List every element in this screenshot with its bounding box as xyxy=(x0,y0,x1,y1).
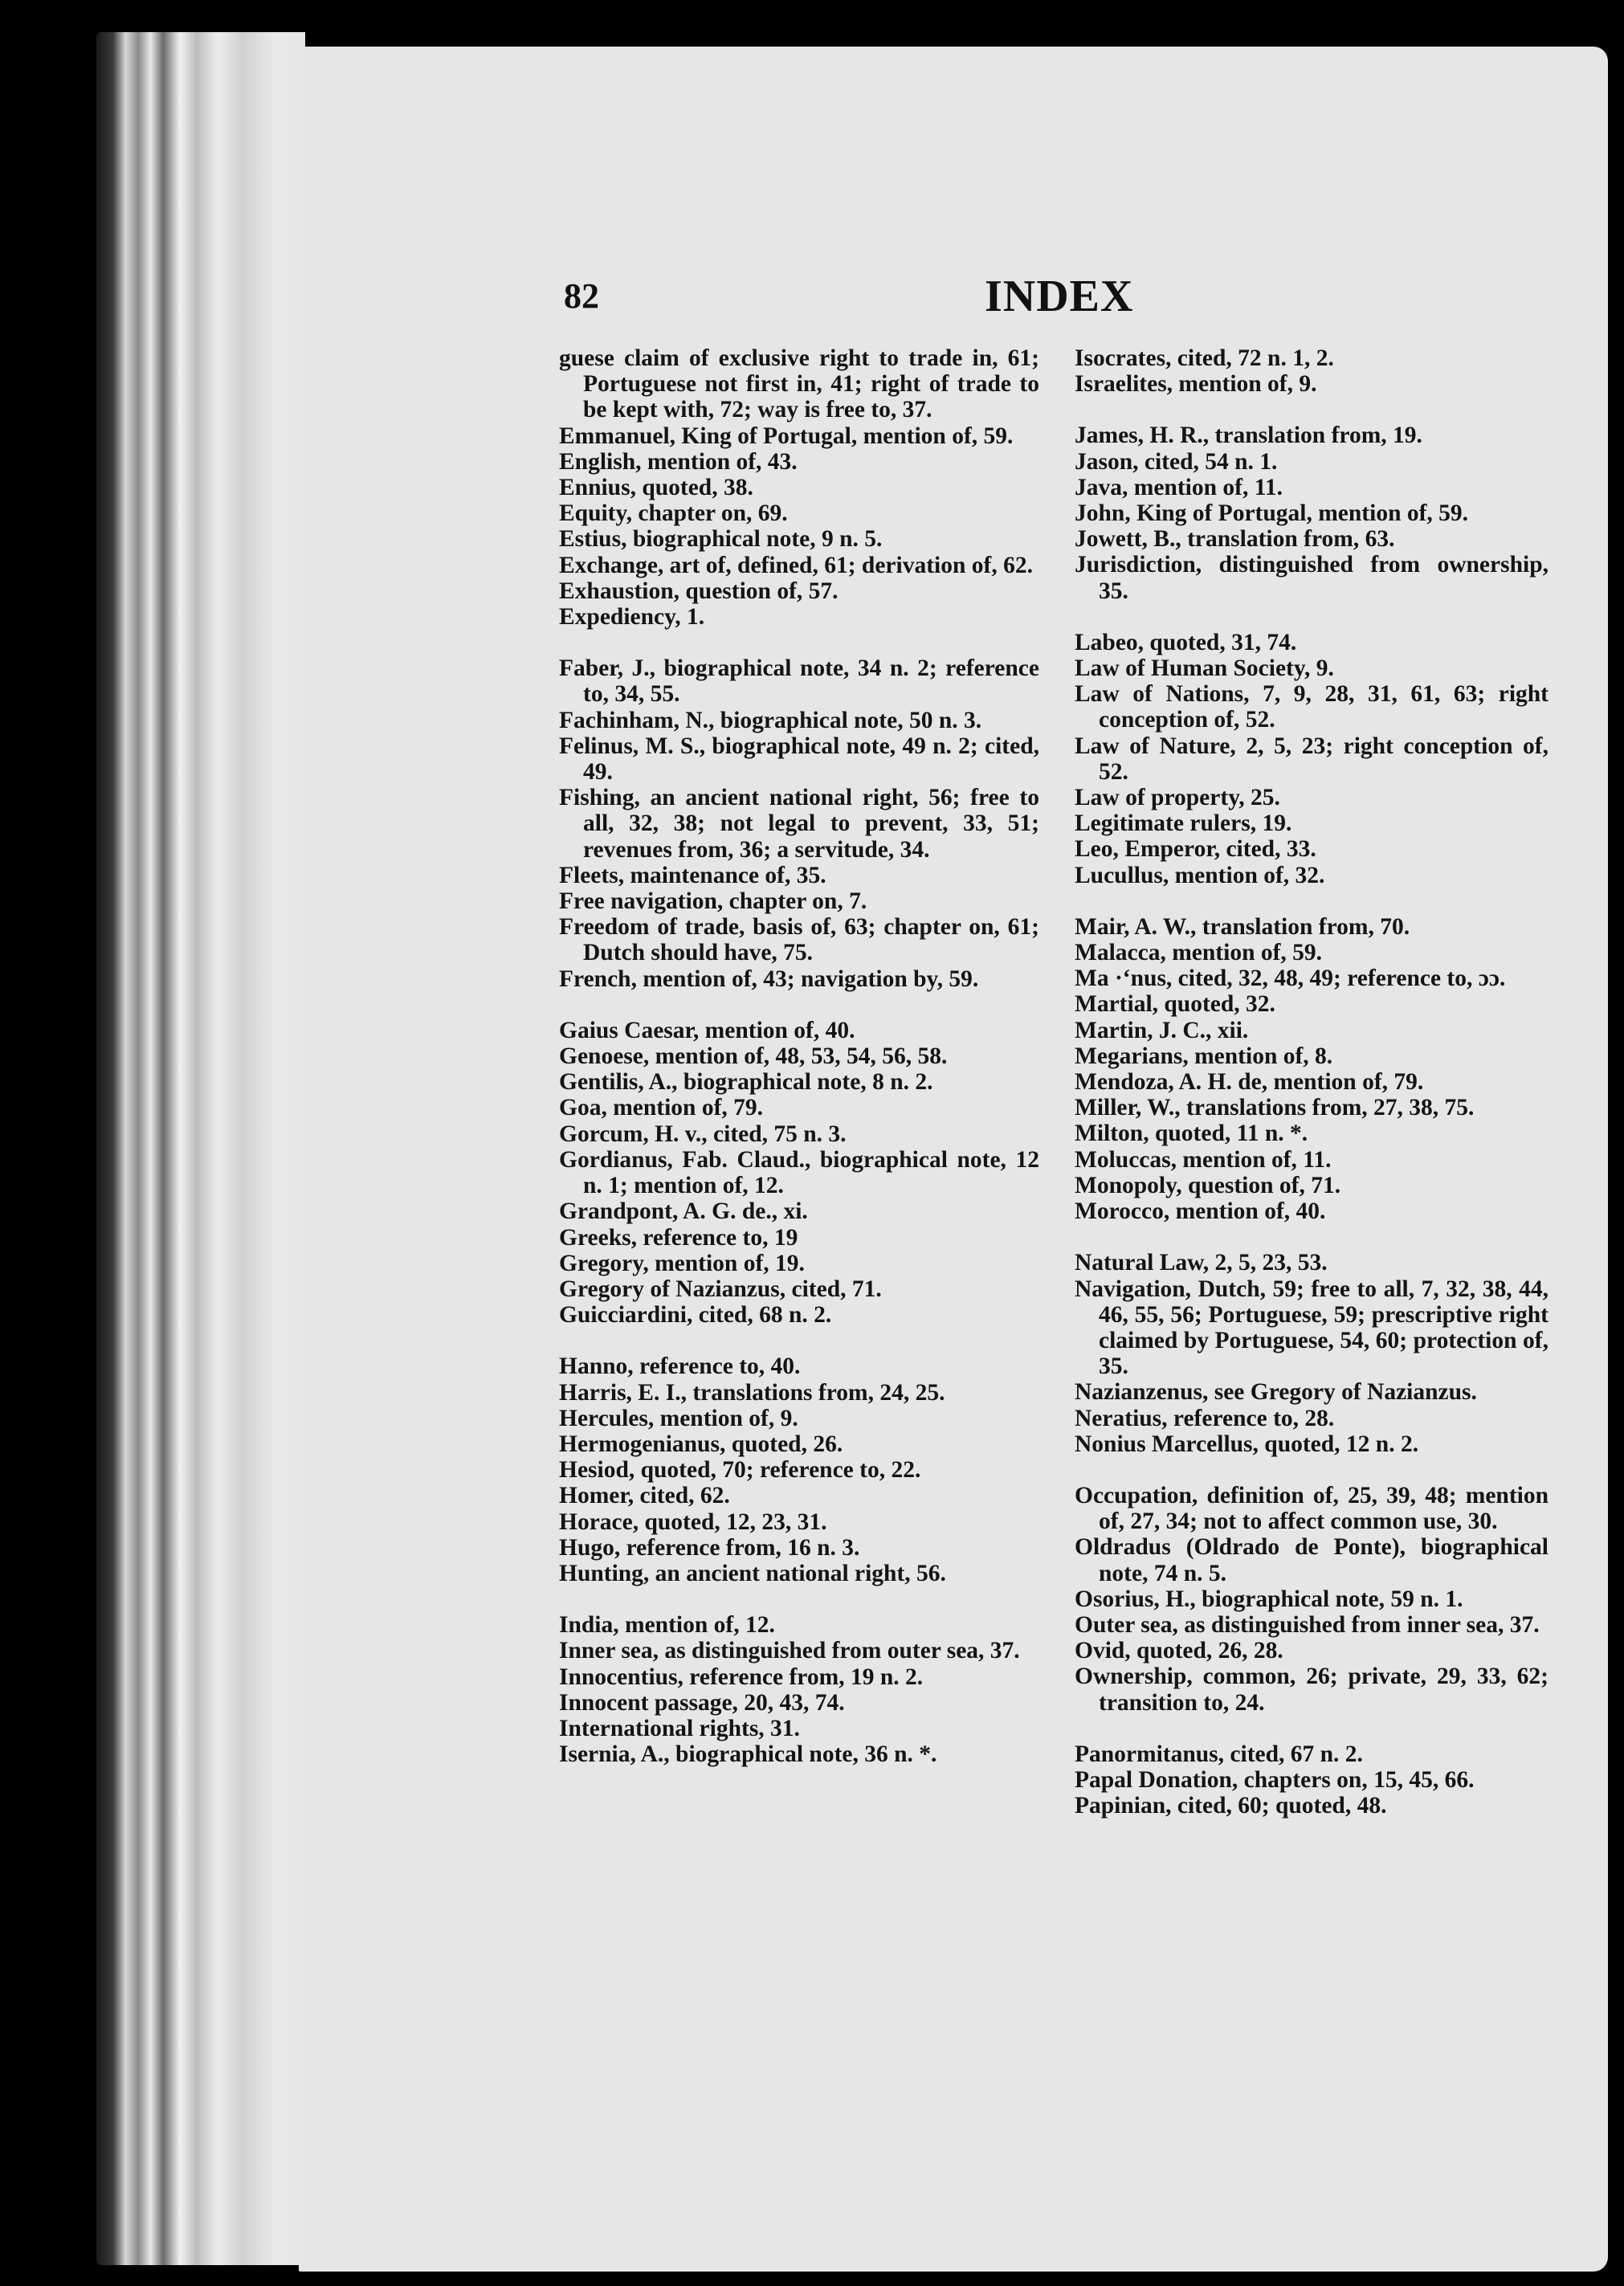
index-group-spacer xyxy=(1075,1457,1549,1483)
index-entry: Jowett, B., translation from, 63. xyxy=(1075,526,1395,553)
index-entry: Martial, quoted, 32. xyxy=(1075,991,1275,1018)
index-entry: Ownership, common, 26; private, 29, 33, 62; transition to, 24. xyxy=(1075,1663,1549,1716)
index-entry: Gregory of Nazianzus, cited, 71. xyxy=(559,1276,882,1302)
index-entry: Martin, J. C., xii. xyxy=(1075,1017,1249,1043)
index-entry: Felinus, M. S., biographical note, 49 n. 2; cited, 49. xyxy=(559,733,1039,786)
index-entry: Moluccas, mention of, 11. xyxy=(1075,1146,1332,1173)
index-entry: Malacca, mention of, 59. xyxy=(1075,940,1323,966)
index-entry: Monopoly, question of, 71. xyxy=(1075,1172,1341,1198)
index-group-spacer xyxy=(559,1586,1039,1612)
index-entry: Isocrates, cited, 72 n. 1, 2. xyxy=(1075,345,1334,371)
index-entry: French, mention of, 43; navigation by, 59. xyxy=(559,965,979,992)
index-entry: Java, mention of, 11. xyxy=(1075,474,1283,500)
index-entry: Law of property, 25. xyxy=(1075,785,1280,811)
index-group-spacer xyxy=(559,1328,1039,1353)
index-entry: Horace, quoted, 12, 23, 31. xyxy=(559,1508,827,1535)
index-entry: Gentilis, A., biographical note, 8 n. 2. xyxy=(559,1069,933,1096)
index-entry: Isernia, A., biographical note, 36 n. *. xyxy=(559,1741,937,1768)
index-group-spacer xyxy=(1075,1224,1549,1250)
index-entry: Law of Nature, 2, 5, 23; right conception of, 52. xyxy=(1075,733,1549,785)
index-entry: India, mention of, 12. xyxy=(559,1612,775,1639)
book-binding-edge xyxy=(96,32,305,2265)
index-entry: Papal Donation, chapters on, 15, 45, 66. xyxy=(1075,1766,1475,1793)
page-title: INDEX xyxy=(985,271,1134,321)
index-entry: Oldradus (Oldrado de Ponte), biographical note, 74 n. 5. xyxy=(1075,1534,1549,1586)
index-entry: Hesiod, quoted, 70; reference to, 22. xyxy=(559,1457,921,1484)
index-entry: Equity, chapter on, 69. xyxy=(559,500,788,527)
index-entry: Exchange, art of, defined, 61; derivation of, 62. xyxy=(559,552,1033,578)
page-number: 82 xyxy=(564,276,599,316)
index-entry: Gaius Caesar, mention of, 40. xyxy=(559,1017,855,1043)
index-entry: Nazianzenus, see Gregory of Nazianzus. xyxy=(1075,1379,1477,1406)
index-entry: Hugo, reference from, 16 n. 3. xyxy=(559,1534,860,1561)
index-entry: Hercules, mention of, 9. xyxy=(559,1405,798,1431)
index-entry: Megarians, mention of, 8. xyxy=(1075,1043,1333,1069)
index-entry: Homer, cited, 62. xyxy=(559,1483,730,1509)
index-entry: Free navigation, chapter on, 7. xyxy=(559,888,867,915)
index-entry: Expediency, 1. xyxy=(559,604,705,631)
index-entry: Israelites, mention of, 9. xyxy=(1075,371,1317,398)
index-entry: Lucullus, mention of, 32. xyxy=(1075,862,1325,888)
index-column-left xyxy=(559,345,1039,1767)
index-entry: Natural Law, 2, 5, 23, 53. xyxy=(1075,1250,1328,1276)
index-entry: Law of Nations, 7, 9, 28, 31, 61, 63; right conception of, 52. xyxy=(1075,681,1549,733)
index-entry: John, King of Portugal, mention of, 59. xyxy=(1075,500,1469,527)
index-entry: Fleets, maintenance of, 35. xyxy=(559,862,826,888)
index-entry: Ennius, quoted, 38. xyxy=(559,475,753,501)
index-entry: Goa, mention of, 79. xyxy=(559,1095,764,1121)
index-entry: Panormitanus, cited, 67 n. 2. xyxy=(1075,1741,1363,1767)
index-entry: Gregory, mention of, 19. xyxy=(559,1250,805,1276)
index-group-spacer xyxy=(1075,604,1549,630)
index-entry: Hermogenianus, quoted, 26. xyxy=(559,1431,843,1457)
index-entry: Exhaustion, question of, 57. xyxy=(559,578,839,604)
index-entry: Mair, A. W., translation from, 70. xyxy=(1075,913,1410,940)
index-entry: Occupation, definition of, 25, 39, 48; mention of, 27, 34; not to affect common use, 30. xyxy=(1075,1482,1549,1535)
index-entry: Hanno, reference to, 40. xyxy=(559,1353,801,1380)
index-entry: Mendoza, A. H. de, mention of, 79. xyxy=(1075,1069,1424,1096)
index-entry: Harris, E. I., translations from, 24, 25. xyxy=(559,1379,945,1406)
index-entry: Law of Human Society, 9. xyxy=(1075,655,1334,682)
index-entry: Fachinham, N., biographical note, 50 n. 3. xyxy=(559,707,982,733)
index-group-spacer xyxy=(559,992,1039,1018)
index-entry: Hunting, an ancient national right, 56. xyxy=(559,1560,946,1586)
index-entry: Estius, biographical note, 9 n. 5. xyxy=(559,526,883,553)
index-entry: Emmanuel, King of Portugal, mention of, 59. xyxy=(559,423,1014,449)
index-entry: Greeks, reference to, 19 xyxy=(559,1224,798,1251)
index-entry: Grandpont, A. G. de., xi. xyxy=(559,1198,808,1225)
index-entry: Faber, J., biographical note, 34 n. 2; reference to, 34, 55. xyxy=(559,655,1039,708)
index-group-spacer xyxy=(1075,1716,1549,1741)
index-entry: Morocco, mention of, 40. xyxy=(1075,1198,1326,1225)
index-entry: Guicciardini, cited, 68 n. 2. xyxy=(559,1302,832,1329)
index-entry: Miller, W., translations from, 27, 38, 75. xyxy=(1075,1095,1475,1121)
index-column-right xyxy=(1075,345,1549,1819)
index-entry: guese claim of exclusive right to trade in, 61; Portuguese not first in, 41; right of trade to be kept with, 72; way is free to, 37. xyxy=(559,345,1039,423)
index-entry: James, H. R., translation from, 19. xyxy=(1075,423,1422,449)
index-group-spacer xyxy=(559,630,1039,655)
index-entry: Ma ·ʻnus, cited, 32, 48, 49; reference to, ɔɔ. xyxy=(1075,965,1506,992)
index-entry: Innocentius, reference from, 19 n. 2. xyxy=(559,1663,924,1690)
index-entry: Innocent passage, 20, 43, 74. xyxy=(559,1689,845,1716)
index-entry: Navigation, Dutch, 59; free to all, 7, 32, 38, 44, 46, 55, 56; Portuguese, 59; prescriptive right claimed by Portuguese, 54, 60; protection of, 35. xyxy=(1075,1276,1549,1380)
index-entry: Inner sea, as distinguished from outer sea, 37. xyxy=(559,1638,1020,1664)
index-group-spacer xyxy=(1075,888,1549,914)
index-entry: Legitimate rulers, 19. xyxy=(1075,810,1292,837)
index-entry: Nonius Marcellus, quoted, 12 n. 2. xyxy=(1075,1431,1419,1457)
index-entry: Osorius, H., biographical note, 59 n. 1. xyxy=(1075,1586,1463,1612)
index-entry: Neratius, reference to, 28. xyxy=(1075,1405,1335,1431)
index-group-spacer xyxy=(1075,397,1549,423)
index-entry: Leo, Emperor, cited, 33. xyxy=(1075,836,1316,863)
index-entry: Fishing, an ancient national right, 56; free to all, 32, 38; not legal to prevent, 33, 51; revenues from, 36; a servitude, 34. xyxy=(559,785,1039,863)
index-entry: English, mention of, 43. xyxy=(559,448,798,475)
index-entry: Outer sea, as distinguished from inner sea, 37. xyxy=(1075,1611,1540,1638)
index-entry: Ovid, quoted, 26, 28. xyxy=(1075,1638,1283,1664)
index-entry: Papinian, cited, 60; quoted, 48. xyxy=(1075,1793,1387,1819)
index-entry: Jurisdiction, distinguished from ownership, 35. xyxy=(1075,552,1549,604)
index-entry: Milton, quoted, 11 n. *. xyxy=(1075,1121,1308,1147)
index-entry: Freedom of trade, basis of, 63; chapter on, 61; Dutch should have, 75. xyxy=(559,914,1039,966)
index-entry: Gordianus, Fab. Claud., biographical note, 12 n. 1; mention of, 12. xyxy=(559,1146,1039,1199)
index-entry: Jason, cited, 54 n. 1. xyxy=(1075,448,1278,475)
index-entry: Labeo, quoted, 31, 74. xyxy=(1075,629,1297,655)
index-entry: Genoese, mention of, 48, 53, 54, 56, 58. xyxy=(559,1043,948,1070)
index-entry: Gorcum, H. v., cited, 75 n. 3. xyxy=(559,1121,847,1147)
index-entry: International rights, 31. xyxy=(559,1715,800,1741)
